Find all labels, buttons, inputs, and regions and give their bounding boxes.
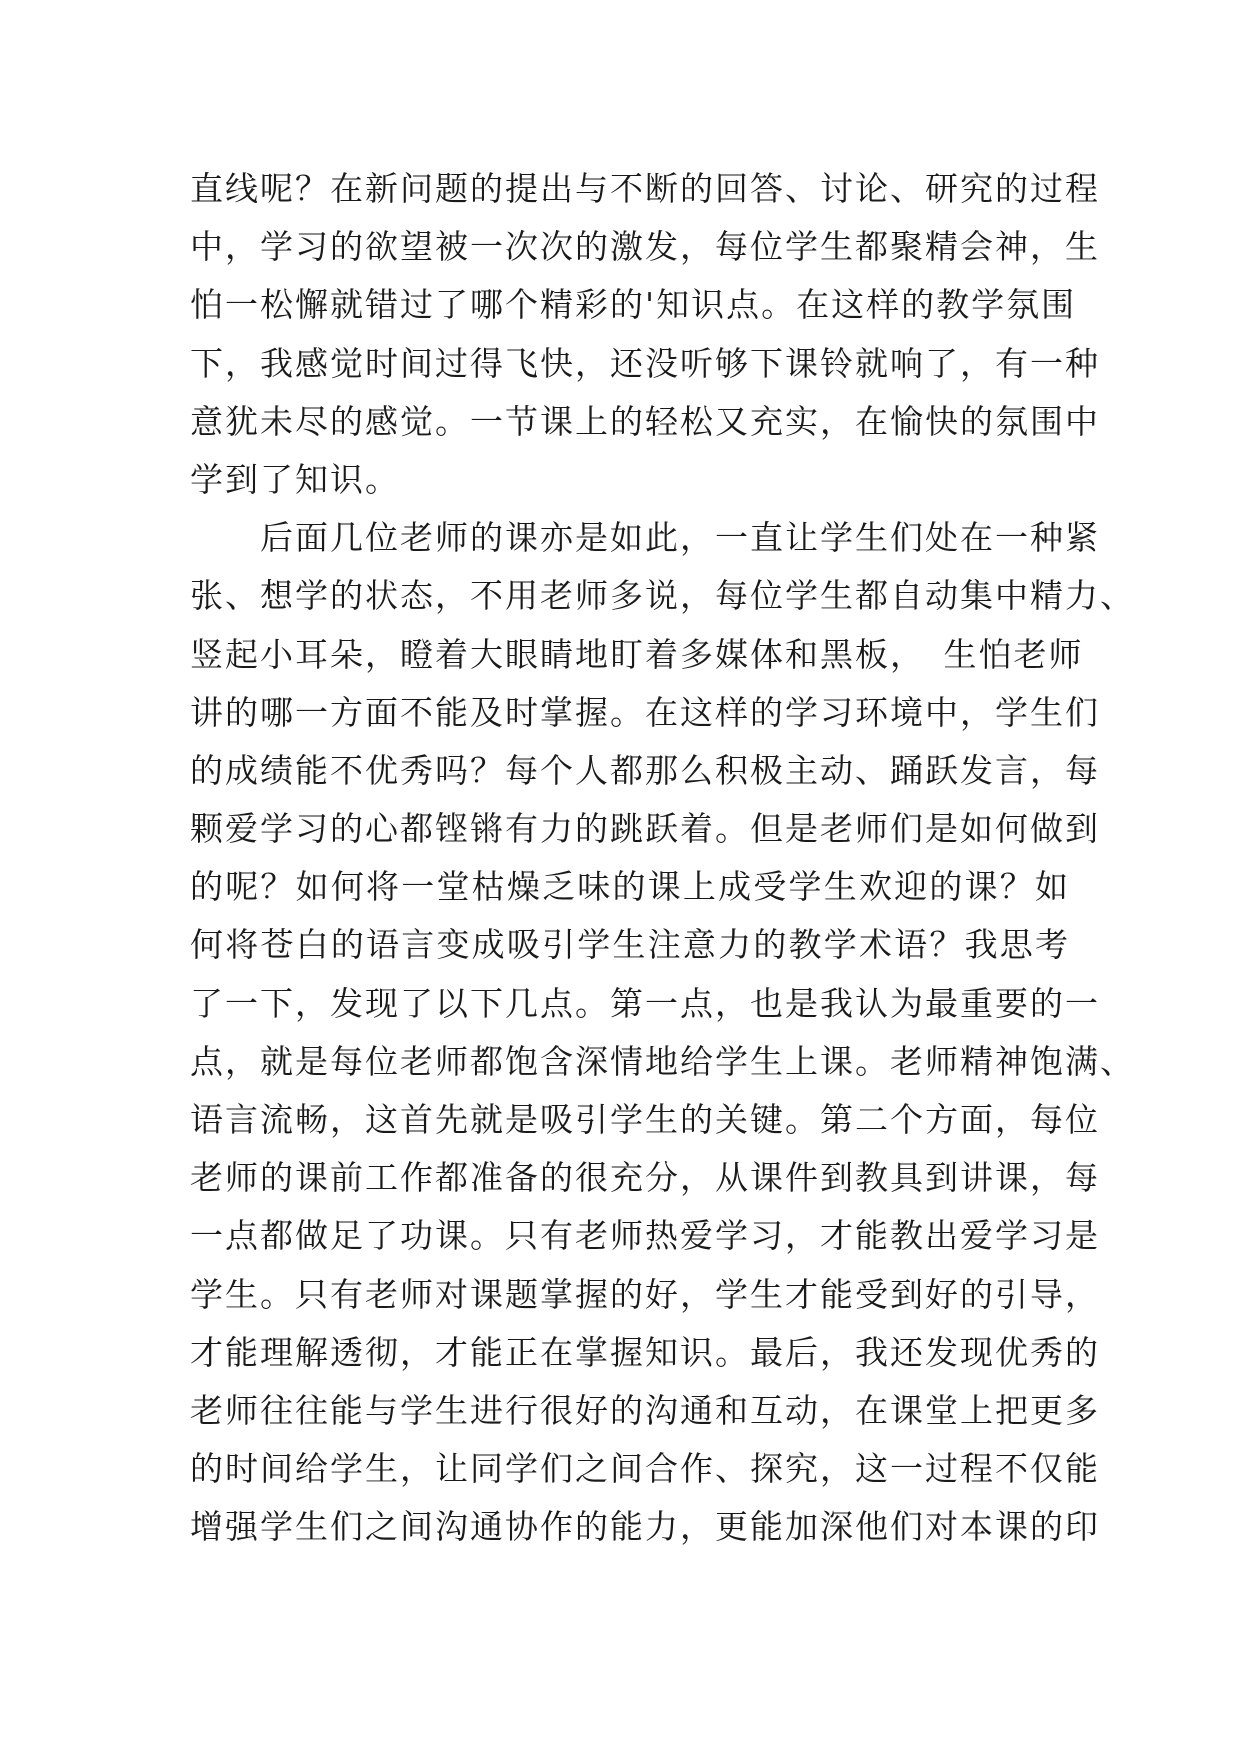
text-line: 语言流畅，这首先就是吸引学生的关键。第二个方面，每位 — [190, 1100, 1100, 1139]
text-line: 的时间给学生，让同学们之间合作、探究，这一过程不仅能 — [190, 1449, 1100, 1489]
body-text — [190, 160, 1135, 1557]
text-line: 讲的哪一方面不能及时掌握。在这样的学习环境中，学生们 — [190, 692, 1100, 732]
text-line: 意犹未尽的感觉。一节课上的轻松又充实，在愉快的氛围中 — [190, 401, 1100, 441]
text-line: 中，学习的欲望被一次次的激发，每位学生都聚精会神，生 — [190, 227, 1100, 267]
text-line: 直线呢？在新问题的提出与不断的回答、讨论、研究的过程 — [190, 169, 1100, 208]
text-line: 何将苍白的语言变成吸引学生注意力的教学术语？我思考 — [190, 925, 1070, 965]
text-line: 下，我感觉时间过得飞快，还没听够下课铃就响了，有一种 — [190, 343, 1100, 383]
text-line: 学生。只有老师对课题掌握的好，学生才能受到好的引导， — [190, 1274, 1100, 1314]
text-line: 后面几位老师的课亦是如此，一直让学生们处在一种紧 — [190, 518, 1100, 558]
text-line: 增强学生们之间沟通协作的能力，更能加深他们对本课的印 — [190, 1507, 1100, 1547]
text-line: 了一下，发现了以下几点。第一点，也是我认为最重要的一 — [190, 983, 1100, 1023]
text-line: 点，就是每位老师都饱含深情地给学生上课。老师精神饱满、 — [190, 1041, 1135, 1081]
text-line: 老师往往能与学生进行很好的沟通和互动，在课堂上把更多 — [190, 1390, 1100, 1430]
text-line: 一点都做足了功课。只有老师热爱学习，才能教出爱学习是 — [190, 1216, 1100, 1256]
text-line: 张、想学的状态，不用老师多说，每位学生都自动集中精力、 — [190, 576, 1135, 616]
text-line: 学到了知识。 — [190, 459, 400, 499]
text-line: 竖起小耳朵，瞪着大眼睛地盯着多媒体和黑板， 生怕老师 — [190, 634, 1084, 674]
text-line: 颗爱学习的心都铿锵有力的跳跃着。但是老师们是如何做到 — [190, 809, 1100, 849]
text-line: 才能理解透彻，才能正在掌握知识。最后，我还发现优秀的 — [190, 1332, 1100, 1372]
text-line: 怕一松懈就错过了哪个精彩的'知识点。在这样的教学氛围 — [190, 285, 1077, 325]
text-line: 的成绩能不优秀吗？每个人都那么积极主动、踊跃发言，每 — [190, 750, 1100, 790]
text-line: 老师的课前工作都准备的很充分，从课件到教具到讲课，每 — [190, 1158, 1100, 1198]
text-line: 的呢？如何将一堂枯燥乏味的课上成受学生欢迎的课？如 — [190, 867, 1070, 907]
